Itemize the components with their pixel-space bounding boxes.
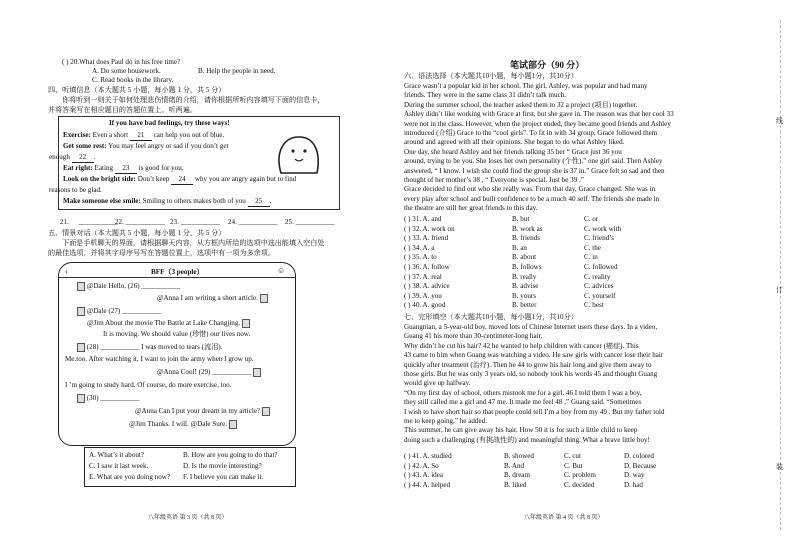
info-card [49,116,340,210]
option-d: D. Is the movie interesting? [183,462,262,470]
question-option[interactable]: B. an [512,243,527,252]
margin-mark-2: 订 [776,286,783,294]
passage-line: introduced (介绍) Grace to the “cool girls”. To fit in with 34 group, Grace followed them [404,129,658,138]
passage-line: 43 came to him when Guang was watching a video. He saw girls with cancer lose their hair [404,351,664,360]
rest-label: Get some rest: [63,142,107,150]
message-text: @Dale (27) ___________ [86,307,162,316]
choice-row[interactable] [404,452,744,462]
section4-desc-1: 你将听到一则关于如何处理悲伤情绪的介绍，请你根据所听内容填写下面的信息卡， [62,96,325,104]
passage-line: I wish to have short hair so that people could tell I’m a boy from my 49 . But my father told [404,407,665,416]
question-option[interactable]: C. in [584,253,598,262]
section4-title: 四、听填信息（本大题共 5 小题，每小题 1 分，共 5 分） [48,86,226,94]
blank-25[interactable]: 25 [248,197,270,207]
section5-desc-2: 的最佳选项，并将其字母序号写在答题位置上，选项中有一项为多余项。 [48,249,275,257]
question-option[interactable]: D. Because [624,461,657,470]
card-bright-line [63,175,296,185]
answer-line-22[interactable]: 22. ___________ [115,218,165,226]
smile-text: Smiling to others makes both of you [142,197,246,205]
exercise-text: Even a short [92,131,129,139]
section7-choices [404,452,744,490]
question-option-a[interactable]: ( ) 37. A. real [404,272,442,281]
passage-line: those girls. But he was only 3 years old, so nobody took his words 45 and thought Guang [404,370,658,379]
choice-row[interactable] [404,282,744,292]
question-option[interactable]: C. But [564,461,583,470]
question-option-a[interactable]: ( ) 39. A. you [404,291,442,300]
question-option[interactable]: B. follows [512,262,542,271]
question-option[interactable]: B. liked [504,480,527,489]
chat-message-29 [157,368,261,378]
passage-line: “On my first day of school, others mistook me for a girl. 46 I told them I was a boy, [404,388,642,397]
chat-message-jim-3 [129,420,237,430]
bright-text: Don’t keep [137,175,170,183]
question-option-a[interactable]: ( ) 43. A. idea [404,471,444,480]
question-option[interactable]: B. showed [504,452,534,460]
question-option[interactable]: D. way [624,471,645,480]
choice-row[interactable] [404,215,744,225]
section5-desc-1: 下面是手机聊天的界面，请根据聊天内容，从方框内所给的选项中选出能填入空白处 [62,239,325,247]
option-b: B. How are you going to do that? [183,451,278,459]
rest-text: You may feel angry or sad if you don’t get [108,142,229,150]
options-box [84,447,296,487]
question-option[interactable]: B. advise [512,282,539,291]
passage-1 [404,82,744,214]
question-option[interactable]: B. friends [512,234,540,243]
page-4-footer: 八年级英语 第 4 页（共 8 页） [524,515,604,521]
binding-margin [774,0,788,550]
avatar [77,343,85,352]
passage-line: doing such a challenging (有挑战性的) and meaningful thing. What a brave little boy! [404,435,650,444]
avatar [253,368,261,377]
card-smile-line: Make someone else smile: Smiling to others makes both of you 25 . [63,197,271,207]
avatar [260,294,268,303]
margin-mark-1: 线 [776,117,783,125]
question-option[interactable]: C. best [584,301,604,310]
blank-23[interactable]: 23 [115,164,137,174]
page-3-footer: 八年级英语 第 3 页（共 8 页） [148,515,228,521]
message-text: @Anna Can I put your dream in my article? [135,407,261,416]
question-option[interactable]: C. the [584,243,601,252]
written-part-title: 笔试部分（90 分） [510,60,585,70]
passage-line: answered, “ I know. I wish she could find the group she is 37 in.” Grace felt so sad and then [404,166,665,175]
question-option[interactable]: C. or [584,215,599,223]
chat-message-27 [77,307,161,317]
question-option[interactable]: B. yours [512,291,537,300]
message-text: @Dale Hello, (26) ___________ [86,282,181,291]
avatar [77,307,85,316]
passage-line: This summer, he can give away his hair. How 50 it is for such a little child to keep [404,426,638,435]
avatar [242,319,250,328]
smile-label: Make someone else smile: [63,197,141,205]
passage-line: thought of her mother’s 38 , “ Everyone is special. Just be 39 .” [404,176,584,185]
passage-line: friends. They were in the same class 31 didn’t talk much. [404,91,567,100]
section6-choices [404,215,744,311]
passage-line: would give up halfway. [404,379,471,388]
choice-row[interactable] [404,301,744,311]
card-bright-line-2: reasons to be glad. [49,186,102,194]
question-option-a[interactable]: ( ) 34. A. a [404,243,435,252]
passage-line: Guang 41 his more than 30-centimeter-long hair. [404,332,543,341]
chat-message-jim-1 [87,319,250,329]
answer-line-24[interactable]: 24. ___________ [228,218,278,226]
message-text: (30) ___________ [86,394,140,403]
choice-row[interactable] [404,253,744,263]
section6-title: 六、语法选择（本大题共10小题，每小题1分，共10分） [404,72,578,80]
option-e: E. What are you doing now? [89,473,171,481]
passage-line: quickly after treatment (治疗). Then he 44 to grow his hair long and give them away to [404,360,652,369]
question-option[interactable]: B. better [512,301,537,310]
card-eat-line [63,164,184,174]
chat-message-28 [77,343,222,353]
bright-label: Look on the bright side: [63,175,136,183]
question-option[interactable]: B. dream [504,471,531,480]
choice-row[interactable] [404,244,744,254]
question-option-a[interactable]: ( ) 31. A. and [404,215,442,223]
question-option[interactable]: D. colored [624,452,654,460]
ghost-face-icon [269,133,327,177]
message-text: @Jim Thanks. I will. @Dale Sure. [129,420,228,429]
chat-header-title: BFF（3 people） [151,268,204,276]
margin-mark-3: 装 [776,463,783,471]
q20-option-b: B. Help the people in need. [198,67,276,75]
question-option[interactable]: C. cut [564,452,581,460]
passage-line: Why didn’t he cut his hair? 42 he wanted to help children with cancer (癌症). This [404,341,639,350]
passage-line: around, trying to be you. She loses her own personality (个性),” one girl said. Then Ashley [404,157,663,166]
card-exercise-line [63,131,224,141]
passage-line: Ashley didn’t like working with Grace at first, but she gave in. The reason was that her cool 33 [404,110,674,119]
back-icon[interactable]: ‹ [65,267,68,276]
question-option-a[interactable]: ( ) 35. A. to [404,253,437,262]
answer-line-25[interactable]: 25. ___________ [285,218,335,226]
passage-line: One day, she heard Ashley and her friends talking 35 her “ Grace just 36 you [404,147,622,156]
question-option-a[interactable]: ( ) 41. A. studied [404,452,452,460]
message-text: @Anna Cool! (29) ___________ [157,368,252,377]
passage-line: every play after school and built confidence to be a much 40 self. The friends she made in [404,194,660,203]
chat-window [58,262,296,446]
message-text: @Anna I am writing a short article. [157,294,258,303]
question-option[interactable]: D. had [624,480,643,489]
eat-label: Eat right: [63,164,93,172]
passage-line: During the summer school, the teacher asked them to 32 a project (项目) together. [404,100,638,109]
question-option[interactable]: C. followed [584,262,618,271]
question-option[interactable]: C. reality [584,272,611,281]
choice-row[interactable] [404,273,744,283]
chat-message-30 [77,394,139,404]
answer-line-21[interactable]: 21. ___________ [60,218,118,226]
question-option-a[interactable]: ( ) 44. A. helped [404,480,451,489]
chat-message-26 [77,282,180,292]
question-option[interactable]: C. problem [564,471,596,480]
chat-message-study: I ’m going to study hard. Of course, do more exercise, too. [65,381,232,389]
question-option-a[interactable]: ( ) 42. A. So [404,461,439,470]
question-option[interactable]: C. yourself [584,291,616,300]
q20-stem: ( ) 20.What does Paul do in his free time? [62,58,181,66]
q20-option-c: C. Read books in the library. [92,76,174,84]
passage-line: were not in the class. However, when the project ended, they became good friends and Ashley [404,119,671,128]
option-f: F. I believe you can make it. [183,473,264,481]
question-option[interactable]: C. friend’s [584,234,614,243]
chat-message-me-too: Me.too. After watching it, I want to join the army when I grow up. [65,355,254,363]
exercise-label: Exercise: [63,131,91,139]
choice-row[interactable] [404,462,744,472]
question-option[interactable]: C. work with [584,224,622,233]
question-option[interactable]: B. work as [512,224,543,233]
binding-dashed-line [780,20,781,530]
section7-title: 七、完形填空（本大题共10小题，每小题1分，共10分） [404,313,578,321]
passage-line: Guangnian, a 5-year-old boy, moved lots of Chinese Internet users these days. In a video, [404,323,658,331]
card-rest-line [63,142,228,151]
eat-text: Eating [94,164,114,172]
chat-message-jim-2: It is moving. We should value (珍惜) our lives now. [103,330,251,338]
exercise-text-b: can help you out of blue. [153,131,225,139]
group-icon[interactable]: ☺ [277,266,286,275]
passage-line: they still called me a girl and 47 me. It made me feel 48 ,” Guang said. “Sometimes [404,398,642,407]
avatar [77,282,85,291]
choice-row[interactable] [404,481,744,491]
question-option[interactable]: B. about [512,253,537,262]
passage-line: the theatre are still her great friends to this day. [404,204,538,213]
chat-message-anna-2 [135,407,270,417]
card-enough-line: enough 22 . [49,153,95,163]
passage-2 [404,323,744,445]
avatar [77,394,85,403]
choice-row[interactable] [404,234,744,244]
chat-header-divider [59,277,295,278]
blank-21[interactable]: 21 [130,131,152,141]
choice-row[interactable] [404,471,744,481]
choice-row[interactable] [404,225,744,235]
choice-row[interactable] [404,263,744,273]
question-option[interactable]: C. advices [584,282,614,291]
chat-message-anna-1 [157,294,268,304]
q20-option-a: A. Do some housework. [92,67,161,75]
eat-text-b: is good for you. [138,164,184,172]
question-option[interactable]: B. but [512,215,530,223]
option-c: C. I saw it last week. [89,462,149,470]
question-option[interactable]: C. decided [564,480,595,489]
section5-title: 五、情景对话（本大题共 5 小题，每小题 1 分，共 5 分） [48,229,226,237]
message-text: (28) ___________ I was moved to tears (流泪). [86,343,223,352]
question-option-a[interactable]: ( ) 32. A. work on [404,224,455,233]
question-option-a[interactable]: ( ) 40. A. good [404,301,446,310]
message-text: @Jim About the movie The Battle at Lake Changjing. [87,319,241,328]
passage-line: Grace decided to find out who she really was. From that day, Grace changed. She was in [404,185,656,194]
passage-line: around and agreed with all their opinions. She began to do what Ashley liked. [404,138,625,147]
info-card-title: If you have bad feelings, try these ways! [109,119,230,127]
question-option-a[interactable]: ( ) 36. A. follow [404,262,450,271]
answer-line-23[interactable]: 23. ___________ [170,218,220,226]
question-option-a[interactable]: ( ) 33. A. friend [404,234,449,243]
avatar [229,420,237,429]
question-option[interactable]: B. really [512,272,537,281]
blank-22[interactable]: 22 [72,153,94,163]
avatar [262,407,270,416]
enough-text: enough [49,153,70,161]
section4-desc-2: 并将答案写在相应题目的答题位置上。听两遍。 [48,106,197,114]
question-option-a[interactable]: ( ) 38. A. advice [404,282,450,291]
choice-row[interactable] [404,292,744,302]
question-option[interactable]: B. And [504,461,525,470]
passage-line: me to keep going,” he added. [404,417,487,426]
bright-text-b: why you are angry again but to find [194,175,297,183]
blank-24[interactable]: 24 [171,175,193,185]
option-a: A. What’s it about? [89,451,145,459]
passage-line: Grace wasn’t a popular kid in her school. The girl, Ashley, was popular and had many [404,82,648,90]
